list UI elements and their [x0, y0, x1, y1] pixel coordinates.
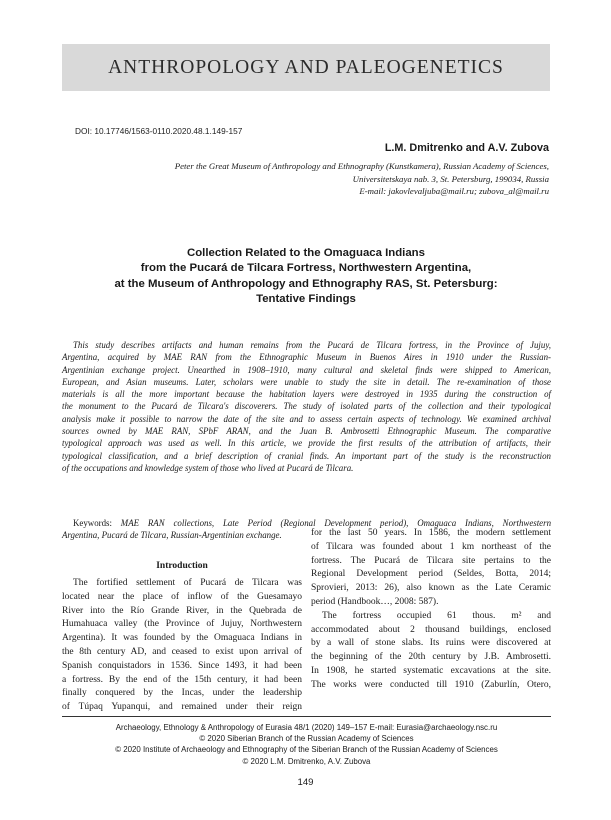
abstract-line: Argentinian exchange project. Unearthed in 1908–1910, many cultural and skeletal finds were shipped to American, — [62, 364, 551, 375]
introduction-heading: Introduction — [156, 561, 208, 571]
keywords-label: Keywords: — [73, 518, 112, 528]
body-line: Argentina). It was founded by the Omaguaca Indians in — [62, 633, 302, 644]
body-line: finally conquered by the Incas, under the leadership — [62, 688, 302, 699]
title-line: Tentative Findings — [256, 293, 356, 306]
copyright-line: © 2020 Institute of Archaeology and Ethnography of the Siberian Branch of the Russian Academy of Sciences — [115, 745, 498, 755]
body-line: of Tilcara was founded about 1 km northeast of the — [311, 541, 551, 552]
abstract-line: Argentina, acquired by MAE RAN from the Ethnographic Museum in Buenos Aires in 1910 under the Russian- — [62, 352, 551, 363]
title-line: at the Museum of Anthropology and Ethnography RAS, St. Petersburg: — [114, 277, 498, 290]
body-line: a fortress. By the end of the 15th century, it had been — [62, 674, 302, 685]
body-line: Regional Development period (Seldes, Botta, 2014; — [311, 569, 551, 580]
section-header-band — [62, 44, 550, 91]
body-line: In 1908, he started systematic excavations at the site. — [311, 665, 551, 676]
body-line: Humahuaca valley (the Province of Jujuy, Northwestern — [62, 619, 302, 630]
abstract-line: This study describes artifacts and human remains from the Pucará de Tilcara fortress, in the Province of Jujuy, — [73, 340, 551, 350]
abstract-line: materials is all the more important because the habitation layers were destroyed in 1935 during the construction of — [62, 389, 551, 400]
doi: DOI: 10.17746/1563-0110.2020.48.1.149-157 — [75, 126, 243, 136]
body-line: accommodated about 2 thousand buildings, enclosed — [311, 624, 551, 635]
footer-rule — [62, 716, 551, 717]
section-title: ANTHROPOLOGY AND PALEOGENETICS — [108, 56, 504, 78]
body-line: River into the Río Grande River, in the Quebrada de — [62, 605, 302, 616]
body-line: The fortified settlement of Pucará de Tilcara was — [73, 578, 302, 588]
abstract — [62, 339, 551, 474]
abstract-line: sources owned by MAE RAN, SPbF ARAN, and the Juan B. Ambrosetti Ethnographic Museum. The comparative — [62, 426, 551, 437]
article-title — [62, 246, 550, 308]
page-number: 149 — [297, 777, 314, 788]
abstract-line: European, and Asian museums. Later, scholars were unable to study the site in detail. The re-examination of those — [62, 376, 551, 387]
affiliation-line: Peter the Great Museum of Anthropology and Ethnography (Kunstkamera), Russian Academy of Sciences, — [174, 161, 549, 171]
abstract-line: of the occupations and knowledge system of those who lived at Pucará de Tilcara. — [62, 462, 354, 473]
body-line: for the last 50 years. In 1586, the modern settlement — [311, 528, 551, 538]
body-line: The works were conducted till 1910 (Zaburlín, Otero, — [311, 679, 551, 690]
keywords-text: Argentina, Pucará de Tilcara, Russian-Argentinian exchange. — [62, 530, 282, 541]
right-column — [311, 527, 551, 693]
abstract-line: the monument to the Pucará de Tilcara's discoverers. The study of isolated parts of the collection and their typological — [62, 401, 551, 412]
title-line: from the Pucará de Tilcara Fortress, Northwestern Argentina, — [140, 262, 472, 275]
left-column — [62, 541, 302, 715]
body-line: by a wall of stone slabs. Its ruins were discovered at — [311, 638, 551, 649]
affiliation-line: Universitetskaya nab. 3, St. Petersburg, 199034, Russia — [352, 173, 549, 184]
body-line: Spanish conquistadors in 1536. Since 1493, it had been — [62, 660, 302, 671]
body-line: Sprovieri, 2013: 26), also known as the Late Ceramic — [311, 583, 551, 594]
authors: L.M. Dmitrenko and A.V. Zubova — [384, 142, 549, 154]
body-line: located near the place of inflow of the Guesamayo — [62, 591, 302, 602]
body-line: the 8th century AD, and ceased to exist upon arrival of — [62, 646, 302, 657]
copyright-line: © 2020 Siberian Branch of the Russian Academy of Sciences — [199, 734, 414, 744]
journal-line: Archaeology, Ethnology & Anthropology of Eurasia 48/1 (2020) 149–157 E-mail: Eurasia@archaeology.nsc.ru — [115, 723, 498, 732]
footer — [62, 722, 551, 767]
abstract-line: analysis make it possible to narrow the date of the site and to assess certain aspects of technology. We examined archival — [62, 413, 551, 424]
body-line: period (Handbook…, 2008: 587). — [311, 596, 439, 607]
title-line: Collection Related to the Omaguaca Indians — [187, 247, 425, 259]
abstract-line: typological classification, and a brief description of cranial finds. An important part of the study is the reconstruction — [62, 450, 551, 461]
body-line: The fortress occupied 61 thous. m² and — [322, 610, 551, 621]
body-line: the beginning of the 20th century by J.B. Ambrosetti. — [311, 652, 551, 663]
affiliation — [79, 160, 549, 198]
body-line: fortress. The Pucará de Tilcara site pertains to the — [311, 555, 551, 566]
keywords-text: MAE RAN collections, Late Period (Regional Development period), Omaguaca Indians, Northwestern — [120, 518, 552, 528]
affiliation-email: E-mail: jakovlevaljuba@mail.ru; zubova_al@mail.ru — [359, 186, 549, 197]
copyright-line: © 2020 L.M. Dmitrenko, A.V. Zubova — [242, 756, 371, 766]
abstract-line: typological approach was used as well. In this article, we provide the first results of the attribution of artifacts, their — [62, 438, 551, 449]
body-line: of Túpaq Yupanqui, and remained under their reign — [62, 702, 302, 713]
